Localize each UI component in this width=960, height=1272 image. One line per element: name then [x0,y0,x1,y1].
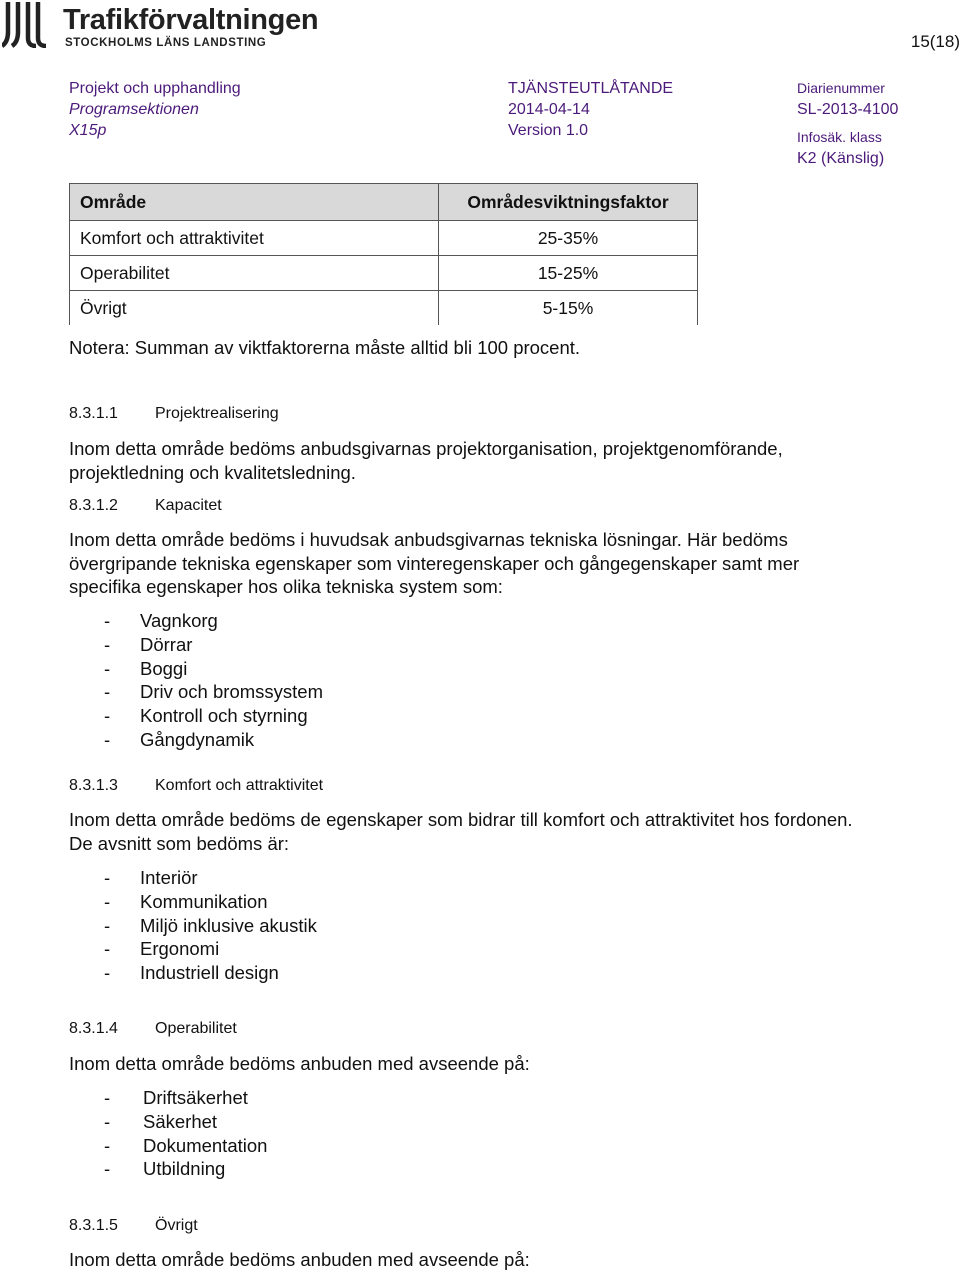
logo-subtitle: STOCKHOLMS LÄNS LANDSTING [65,37,267,49]
section-heading [69,1217,198,1235]
weighting-table [69,183,698,325]
table-header-area: Område [70,184,439,221]
header-doc-type: TJÄNSTEUTLÅTANDE [508,80,674,97]
header-date: 2014-04-14 [508,101,590,118]
trafikforvaltningen-logo-icon [2,2,58,48]
section-number: 8.3.1.1 [69,405,118,422]
section-number: 8.3.1.5 [69,1217,118,1234]
header-section: Programsektionen [69,101,199,118]
page-number: 15(18) [910,32,960,51]
section-number: 8.3.1.3 [69,777,118,794]
list-item: - Driv och bromssystem [104,680,323,704]
diary-label: Diarienummer [797,80,885,96]
section-number: 8.3.1.2 [69,497,118,514]
section-text: Inom detta område bedöms i huvudsak anbudsgivarnas tekniska lösningar. Här bedöms övergripande tekniska egenskaper som vinteregenskaper och gångegenskaper samt mer specifika egenskaper hos olika tekniska system som: [69,529,800,598]
section-heading [69,405,279,423]
section-title: Kapacitet [155,497,222,514]
list-item: - Säkerhet [104,1110,267,1134]
table-cell-factor: 25-35% [439,221,698,256]
table-cell-area: Operabilitet [70,256,439,291]
section-title: Projektrealisering [155,405,279,422]
table-cell-factor: 5-15% [439,291,698,326]
list-item: - Driftsäkerhet [104,1086,267,1110]
table-cell-area: Komfort och attraktivitet [70,221,439,256]
header-code: X15p [69,122,107,139]
table-cell-area: Övrigt [70,291,439,326]
section-heading [69,497,222,515]
list-item: - Boggi [104,657,323,681]
section-heading [69,777,323,795]
header-document-info [508,78,673,141]
table-header-row [70,184,698,221]
table-row [70,291,698,326]
list-item: - Interiör [104,866,317,890]
list-item: - Ergonomi [104,937,317,961]
section-text: Inom detta område bedöms de egenskaper som bidrar till komfort och attraktivitet hos fordonen. De avsnitt som bedöms är: [69,809,853,854]
section-text: Inom detta område bedöms anbudsgivarnas projektorganisation, projektgenomförande, projektledning och kvalitetsledning. [69,438,783,483]
table-row [70,221,698,256]
table-note: Notera: Summan av viktfaktorerna måste alltid bli 100 procent. [69,337,581,358]
list-item: - Kommunikation [104,890,317,914]
class-value: K2 (Känslig) [797,150,885,167]
logo [0,0,320,52]
list-item: - Dörrar [104,633,323,657]
list-item: - Miljö inklusive akustik [104,914,317,938]
header-department [69,78,241,141]
logo-name: Trafikförvaltningen [63,4,319,36]
section-number: 8.3.1.4 [69,1020,118,1037]
section-title: Övrigt [155,1217,198,1234]
header-registry [797,78,898,169]
section-title: Komfort och attraktivitet [155,777,324,794]
list-item: - Dokumentation [104,1134,267,1158]
header-unit: Projekt och upphandling [69,80,241,97]
list-item: - Industriell design [104,961,317,985]
section-text: Inom detta område bedöms anbuden med avseende på: [69,1053,530,1074]
bullet-list [104,609,323,752]
class-label: Infosäk. klass [797,129,882,145]
list-item: - Vagnkorg [104,609,323,633]
list-item: - Gångdynamik [104,728,323,752]
list-item: - Utbildning [104,1157,267,1181]
bullet-list [104,1086,267,1181]
list-item: - Kontroll och styrning [104,704,323,728]
section-text: Inom detta område bedöms anbuden med avseende på: [69,1249,530,1270]
section-heading [69,1020,237,1038]
table-header-factor: Områdesviktningsfaktor [439,184,698,221]
table-cell-factor: 15-25% [439,256,698,291]
table-row [70,256,698,291]
bullet-list [104,866,317,985]
section-title: Operabilitet [155,1020,237,1037]
header-version: Version 1.0 [508,122,589,139]
diary-value: SL-2013-4100 [797,101,899,118]
